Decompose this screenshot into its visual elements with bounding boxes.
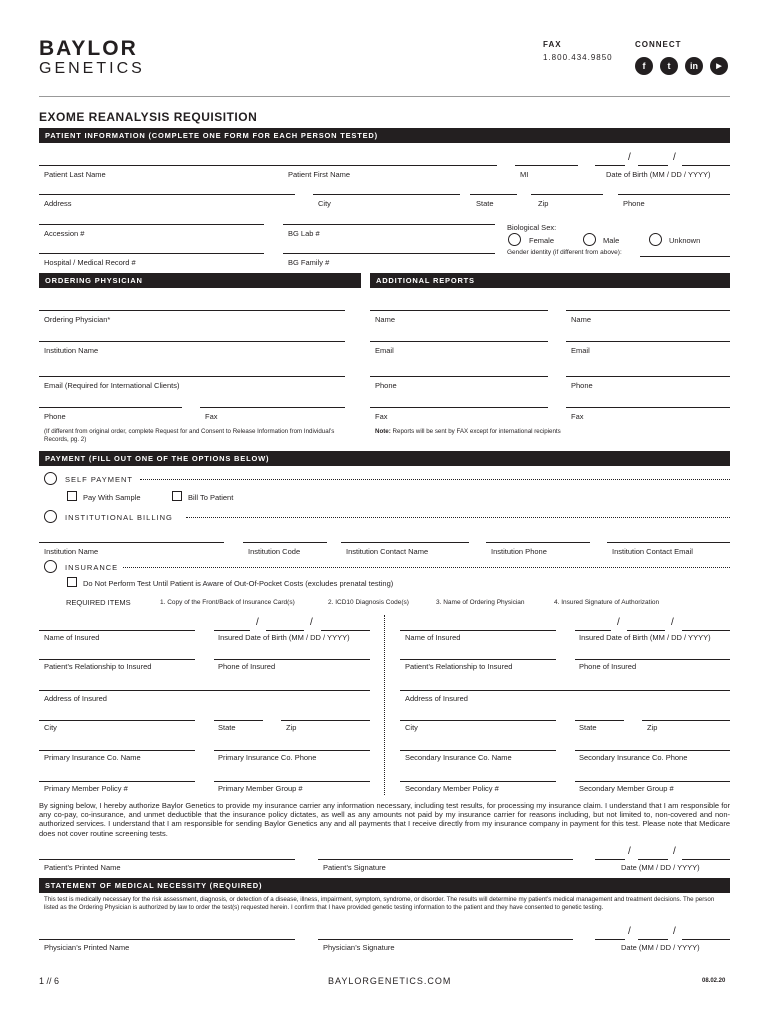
do-not-perform-checkbox[interactable] <box>67 577 77 587</box>
insured-dob-mm-right[interactable] <box>575 630 611 631</box>
social-icons <box>635 57 728 75</box>
physician-date-dd-line[interactable] <box>638 939 668 940</box>
state-label: State <box>476 199 494 208</box>
primary-group-label: Primary Member Group # <box>218 784 303 793</box>
patient-last-name-label: Patient Last Name <box>44 170 106 179</box>
inst-contact-label: Institution Contact Name <box>346 547 429 556</box>
state-line[interactable] <box>470 194 517 195</box>
logo-baylor: BAYLOR <box>39 37 138 60</box>
add-fax-1-line[interactable] <box>370 407 548 408</box>
insured-zip-left-label: Zip <box>286 723 297 732</box>
patient-date-mm-line[interactable] <box>595 859 625 860</box>
patient-printed-name-label: Patient’s Printed Name <box>44 863 121 872</box>
relationship-right-line[interactable] <box>400 659 556 660</box>
female-radio[interactable] <box>508 233 521 246</box>
website[interactable]: BAYLORGENETICS.COM <box>328 976 452 986</box>
ordering-phone-label: Phone <box>44 412 66 421</box>
page-number: 1 // 6 <box>39 976 60 986</box>
ordering-phone-line[interactable] <box>39 407 182 408</box>
add-phone-2-label: Phone <box>571 381 593 390</box>
primary-policy-label: Primary Member Policy # <box>44 784 128 793</box>
physician-signature-label: Physician’s Signature <box>323 943 395 952</box>
zip-line[interactable] <box>531 194 603 195</box>
insured-address-right-label: Address of Insured <box>405 694 468 703</box>
secondary-group-label: Secondary Member Group # <box>579 784 674 793</box>
insured-name-right-line[interactable] <box>400 630 556 631</box>
bg-lab-label: BG Lab # <box>288 229 320 238</box>
relationship-right-label: Patient’s Relationship to Insured <box>405 662 513 671</box>
secondary-co-name-line[interactable] <box>400 750 556 751</box>
do-not-perform-label: Do Not Perform Test Until Patient is Aware of Out-Of-Pocket Costs (excludes prenatal testing) <box>83 579 394 588</box>
zip-label: Zip <box>538 199 549 208</box>
necessity-section-bar: STATEMENT OF MEDICAL NECESSITY (REQUIRED) <box>39 878 730 893</box>
ordering-note: (If different from original order, complete Request for and Consent to Release Information from Individual’s Records, pg. 2) <box>44 428 335 443</box>
pay-with-sample-checkbox[interactable] <box>67 491 77 501</box>
insured-dob-right-label: Insured Date of Birth (MM / DD / YYYY) <box>579 633 711 642</box>
bill-to-patient-label: Bill To Patient <box>188 493 234 502</box>
patient-section-bar: PATIENT INFORMATION (COMPLETE ONE FORM FOR EACH PERSON TESTED) <box>39 128 730 143</box>
inst-phone-line[interactable] <box>486 542 590 543</box>
insured-state-left-line[interactable] <box>214 720 263 721</box>
hospital-record-line[interactable] <box>39 253 264 254</box>
add-email-1-label: Email <box>375 346 394 355</box>
physician-date-mm-line[interactable] <box>595 939 625 940</box>
accession-line[interactable] <box>39 224 264 225</box>
youtube-icon[interactable]: ▶ <box>710 57 728 75</box>
fax-number: 1.800.434.9850 <box>543 53 613 62</box>
institutional-billing-label: INSTITUTIONAL BILLING <box>65 513 173 522</box>
inst-contact-line[interactable] <box>341 542 469 543</box>
insured-city-left-label: City <box>44 723 57 732</box>
mi-label: MI <box>520 170 529 179</box>
inst-phone-label: Institution Phone <box>491 547 547 556</box>
insured-city-left-line[interactable] <box>39 720 195 721</box>
inst-name-line[interactable] <box>39 542 224 543</box>
insurance-radio[interactable] <box>44 560 57 573</box>
email-intl-label: Email (Required for International Clients) <box>44 381 180 390</box>
primary-co-name-line[interactable] <box>39 750 195 751</box>
insured-phone-right-line[interactable] <box>575 659 730 660</box>
institution-name-line[interactable] <box>39 341 345 342</box>
facebook-icon[interactable]: f <box>635 57 653 75</box>
self-payment-radio[interactable] <box>44 472 57 485</box>
additional-note-text: Reports will be sent by FAX except for international recipients <box>390 428 561 435</box>
payment-section-bar: PAYMENT (FILL OUT ONE OF THE OPTIONS BELOW) <box>39 451 730 466</box>
insured-divider <box>384 615 385 795</box>
fax-label: FAX <box>543 40 562 49</box>
city-line[interactable] <box>313 194 460 195</box>
inst-email-label: Institution Contact Email <box>612 547 693 556</box>
bill-to-patient-checkbox[interactable] <box>172 491 182 501</box>
secondary-policy-label: Secondary Member Policy # <box>405 784 499 793</box>
primary-co-phone-label: Primary Insurance Co. Phone <box>218 753 317 762</box>
add-name-2-line[interactable] <box>566 310 730 311</box>
gender-identity-line[interactable] <box>640 256 730 257</box>
address-line[interactable] <box>39 194 295 195</box>
patient-date-yyyy-line[interactable] <box>682 859 730 860</box>
city-label: City <box>318 199 331 208</box>
phone-line[interactable] <box>618 194 730 195</box>
secondary-policy-line[interactable] <box>400 781 556 782</box>
add-name-1-line[interactable] <box>370 310 548 311</box>
biological-sex-label: Biological Sex: <box>507 223 557 232</box>
physician-date-yyyy-line[interactable] <box>682 939 730 940</box>
patient-signature-line[interactable] <box>318 859 573 860</box>
insured-dob-dd-left[interactable] <box>266 630 304 631</box>
insured-name-left-label: Name of Insured <box>44 633 100 642</box>
ordering-fax-line[interactable] <box>200 407 345 408</box>
additional-section-bar: ADDITIONAL REPORTS <box>370 273 730 288</box>
ordering-physician-line[interactable] <box>39 310 345 311</box>
ordering-fax-label: Fax <box>205 412 218 421</box>
inst-code-label: Institution Code <box>248 547 301 556</box>
insured-state-right-label: State <box>579 723 597 732</box>
additional-note-bold: Note: <box>375 428 391 435</box>
hospital-record-label: Hospital / Medical Record # <box>44 258 136 267</box>
insured-state-left-label: State <box>218 723 236 732</box>
add-phone-2-line[interactable] <box>566 376 730 377</box>
logo-genetics: GENETICS <box>39 60 145 77</box>
additional-note <box>375 428 561 435</box>
secondary-group-line[interactable] <box>575 781 730 782</box>
add-email-2-line[interactable] <box>566 341 730 342</box>
male-label: Male <box>603 236 620 245</box>
add-fax-1-label: Fax <box>375 412 388 421</box>
dob-mm-line[interactable] <box>595 165 625 166</box>
relationship-left-label: Patient’s Relationship to Insured <box>44 662 152 671</box>
patient-first-name-label: Patient First Name <box>288 170 351 179</box>
required-item-4: 4. Insured Signature of Authorization <box>554 599 660 606</box>
insured-address-left-line[interactable] <box>39 690 370 691</box>
pay-with-sample-label: Pay With Sample <box>83 493 141 502</box>
add-name-2-label: Name <box>571 315 592 324</box>
mi-line[interactable] <box>515 165 578 166</box>
required-item-2: 2. ICD10 Diagnosis Code(s) <box>328 599 409 606</box>
female-label: Female <box>529 236 555 245</box>
insured-zip-left-line[interactable] <box>281 720 370 721</box>
insured-name-right-label: Name of Insured <box>405 633 461 642</box>
secondary-co-phone-line[interactable] <box>575 750 730 751</box>
insured-zip-right-label: Zip <box>647 723 658 732</box>
insured-phone-left-line[interactable] <box>214 659 370 660</box>
gender-identity-label: Gender identity (if different from above): <box>507 249 622 256</box>
insured-dob-left-label: Insured Date of Birth (MM / DD / YYYY) <box>218 633 350 642</box>
insured-city-right-label: City <box>405 723 418 732</box>
insured-phone-left-label: Phone of Insured <box>218 662 276 671</box>
secondary-co-phone-label: Secondary Insurance Co. Phone <box>579 753 688 762</box>
insured-dob-yyyy-right[interactable] <box>682 630 730 631</box>
inst-code-line[interactable] <box>243 542 327 543</box>
ordering-physician-label: Ordering Physician* <box>44 315 111 324</box>
insured-dob-dd-right[interactable] <box>627 630 665 631</box>
insured-name-left-line[interactable] <box>39 630 195 631</box>
bg-lab-line[interactable] <box>283 224 495 225</box>
authorization-text: By signing below, I hereby authorize Baylor Genetics to provide my insurance carrier any information necessary, including test results, for processing my insurance claim. I understand that I am responsible for any co-pay, co-insurance, and unmet deductible that the insurance policy dictates, as well as any amounts not paid by my insurance carrier for reasons including, but not limited to, non-covered and non-authorized services. I understand that I am responsible for sending Baylor Genetics any and all payments that I receive directly from my insurance company in payment for this test. Please note that Medicare does not cover routine screening tests. <box>39 801 730 838</box>
physician-date-label: Date (MM / DD / YYYY) <box>621 943 700 952</box>
insurance-label: INSURANCE <box>65 563 119 572</box>
necessity-text: This test is medically necessary for the risk assessment, diagnosis, or detection of a disease, illness, impairment, symptom, syndrome, or disorder. The results will determine my patient’s medical management and treatment decisions. The person listed as the Ordering Physician is authorized by law to order the test(s) requested herein. I confirm that I have provided genetic testing information to the patient and they have consented to genetic testing. <box>44 896 715 911</box>
patient-signature-label: Patient’s Signature <box>323 863 386 872</box>
dob-yyyy-line[interactable] <box>682 165 730 166</box>
insured-zip-right-line[interactable] <box>642 720 730 721</box>
self-payment-label: SELF PAYMENT <box>65 475 133 484</box>
linkedin-icon[interactable]: in <box>685 57 703 75</box>
bg-family-line[interactable] <box>283 253 495 254</box>
institutional-billing-radio[interactable] <box>44 510 57 523</box>
add-fax-2-label: Fax <box>571 412 584 421</box>
address-label: Address <box>44 199 72 208</box>
insured-address-left-label: Address of Insured <box>44 694 107 703</box>
add-email-2-label: Email <box>571 346 590 355</box>
inst-name-label: Institution Name <box>44 547 99 556</box>
secondary-co-name-label: Secondary Insurance Co. Name <box>405 753 512 762</box>
insured-address-right-line[interactable] <box>400 690 730 691</box>
required-item-3: 3. Name of Ordering Physician <box>436 599 525 606</box>
insured-dob-yyyy-left[interactable] <box>321 630 370 631</box>
email-intl-line[interactable] <box>39 376 345 377</box>
primary-group-line[interactable] <box>214 781 370 782</box>
phone-label: Phone <box>623 199 645 208</box>
accession-label: Accession # <box>44 229 85 238</box>
unknown-label: Unknown <box>669 236 701 245</box>
insured-dob-mm-left[interactable] <box>214 630 250 631</box>
unknown-radio[interactable] <box>649 233 662 246</box>
dob-dd-line[interactable] <box>638 165 668 166</box>
primary-co-name-label: Primary Insurance Co. Name <box>44 753 141 762</box>
add-phone-1-label: Phone <box>375 381 397 390</box>
patient-printed-name-line[interactable] <box>39 859 295 860</box>
institution-name-label: Institution Name <box>44 346 99 355</box>
patient-name-line[interactable] <box>39 165 497 166</box>
patient-date-dd-line[interactable] <box>638 859 668 860</box>
add-fax-2-line[interactable] <box>566 407 730 408</box>
insured-state-right-line[interactable] <box>575 720 624 721</box>
physician-signature-line[interactable] <box>318 939 573 940</box>
primary-policy-line[interactable] <box>39 781 195 782</box>
required-items-label: REQUIRED ITEMS <box>66 598 131 607</box>
patient-date-label: Date (MM / DD / YYYY) <box>621 863 700 872</box>
add-name-1-label: Name <box>375 315 396 324</box>
add-phone-1-line[interactable] <box>370 376 548 377</box>
twitter-icon[interactable]: t <box>660 57 678 75</box>
primary-co-phone-line[interactable] <box>214 750 370 751</box>
insured-city-right-line[interactable] <box>400 720 556 721</box>
form-title: EXOME REANALYSIS REQUISITION <box>39 110 258 124</box>
physician-printed-name-label: Physician’s Printed Name <box>44 943 130 952</box>
ordering-section-bar: ORDERING PHYSICIAN <box>39 273 361 288</box>
version-date: 08.02.20 <box>702 978 726 984</box>
bg-family-label: BG Family # <box>288 258 330 267</box>
insured-phone-right-label: Phone of Insured <box>579 662 637 671</box>
relationship-left-line[interactable] <box>39 659 195 660</box>
header-divider <box>39 96 730 97</box>
dob-label: Date of Birth (MM / DD / YYYY) <box>606 170 711 179</box>
add-email-1-line[interactable] <box>370 341 548 342</box>
male-radio[interactable] <box>583 233 596 246</box>
inst-email-line[interactable] <box>607 542 730 543</box>
connect-label: CONNECT <box>635 40 682 49</box>
physician-printed-name-line[interactable] <box>39 939 295 940</box>
required-item-1: 1. Copy of the Front/Back of Insurance Card(s) <box>160 599 295 606</box>
